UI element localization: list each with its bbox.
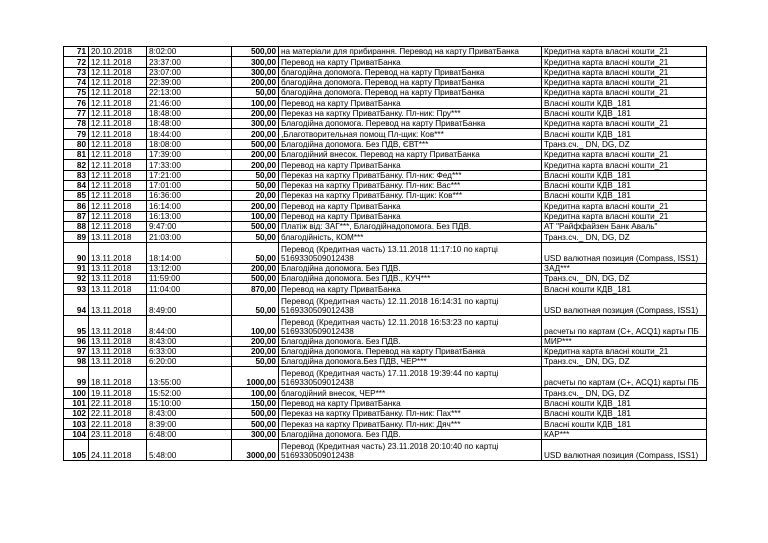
account-cell: Транз.сч._ DN, DG, DZ [542,273,707,283]
description-cell: Перевод (Кредитная часть) 23.11.2018 20:10:40 по картці 5169330509012438 [279,439,542,460]
row-number-cell: 91 [64,263,89,273]
account-cell: Власні кошти КДВ_181 [542,284,707,294]
time-cell: 13:55:00 [147,367,232,388]
table-row [64,98,707,108]
date-cell: 12.11.2018 [89,211,147,221]
account-cell: Транз.сч._ DN, DG, DZ [542,357,707,367]
table-row [64,170,707,180]
row-number-cell: 75 [64,88,89,98]
description-cell: благодійна допомога. Перевод на карту ПриватБанка [279,67,542,77]
amount-cell: 200,00 [232,108,279,118]
table-row [64,47,707,57]
date-cell: 19.11.2018 [89,388,147,398]
account-cell: USD валютная позиция (Compass, ISS1) [542,294,707,315]
date-cell: 12.11.2018 [89,88,147,98]
description-cell: благодійність, КОМ*** [279,232,542,242]
date-cell: 12.11.2018 [89,98,147,108]
table-row [64,346,707,356]
row-number-cell: 94 [64,294,89,315]
time-cell: 22:13:00 [147,88,232,98]
date-cell: 12.11.2018 [89,170,147,180]
row-number-cell: 87 [64,211,89,221]
row-number-cell: 97 [64,346,89,356]
description-cell: Благодійна допомога. Без ПДВ. [279,429,542,439]
account-cell: Власні кошти КДВ_181 [542,180,707,190]
amount-cell: 150,00 [232,398,279,408]
description-cell: Благодійна допомога.Без ПДВ, ЧЕР*** [279,357,542,367]
date-cell: 18.11.2018 [89,367,147,388]
description-cell: Благодійна допомога. Без ПДВ., КУЧ*** [279,273,542,283]
date-cell: 20.10.2018 [89,47,147,57]
time-cell: 21:03:00 [147,232,232,242]
description-cell: Перевод (Кредитная часть) 12.11.2018 16:53:23 по картці 5169330509012438 [279,315,542,336]
account-cell: Кредитна карта власні кошти_21 [542,57,707,67]
amount-cell: 20,00 [232,191,279,201]
row-number-cell: 80 [64,139,89,149]
table-row [64,222,707,232]
description-cell: ,Благотворительная помощ Пл-щик: Ков*** [279,129,542,139]
row-number-cell: 79 [64,129,89,139]
row-number-cell: 98 [64,357,89,367]
date-cell: 12.11.2018 [89,57,147,67]
date-cell: 12.11.2018 [89,108,147,118]
date-cell: 12.11.2018 [89,77,147,87]
table-row [64,419,707,429]
description-cell: Переказ на картку ПриватБанку. Пл-щик: Ков*** [279,191,542,201]
row-number-cell: 102 [64,409,89,419]
date-cell: 12.11.2018 [89,201,147,211]
time-cell: 8:43:00 [147,336,232,346]
account-cell: Кредитна карта власні кошти_21 [542,346,707,356]
time-cell: 22:39:00 [147,77,232,87]
date-cell: 13.11.2018 [89,315,147,336]
amount-cell: 300,00 [232,119,279,129]
table-row [64,129,707,139]
amount-cell: 500,00 [232,47,279,57]
time-cell: 23:37:00 [147,57,232,67]
table-row [64,294,707,315]
time-cell: 8:39:00 [147,419,232,429]
table-row [64,88,707,98]
description-cell: Перевод (Кредитная часть) 12.11.2018 16:14:31 по картці 5169330509012438 [279,294,542,315]
table-row [64,67,707,77]
amount-cell: 200,00 [232,129,279,139]
table-row [64,191,707,201]
amount-cell: 500,00 [232,409,279,419]
time-cell: 11:04:00 [147,284,232,294]
row-number-cell: 76 [64,98,89,108]
account-cell: Кредитна карта власні кошти_21 [542,77,707,87]
time-cell: 8:49:00 [147,294,232,315]
date-cell: 22.11.2018 [89,398,147,408]
account-cell: Кредитна карта власні кошти_21 [542,119,707,129]
row-number-cell: 84 [64,180,89,190]
description-cell: Переказ на картку ПриватБанку. Пл-ник: Дяч*** [279,419,542,429]
date-cell: 12.11.2018 [89,191,147,201]
date-cell: 12.11.2018 [89,139,147,149]
account-cell: Транз.сч._ DN, DG, DZ [542,139,707,149]
time-cell: 11:59:00 [147,273,232,283]
date-cell: 12.11.2018 [89,149,147,159]
row-number-cell: 83 [64,170,89,180]
description-cell: Платіж від: ЗАГ***, Благодійнадопомога. Без ПДВ. [279,222,542,232]
time-cell: 5:48:00 [147,439,232,460]
table-row [64,263,707,273]
time-cell: 18:48:00 [147,108,232,118]
description-cell: Благодійна допомога. Перевод на карту ПриватБанка [279,346,542,356]
time-cell: 16:13:00 [147,211,232,221]
date-cell: 13.11.2018 [89,232,147,242]
table-row [64,284,707,294]
account-cell: КАР*** [542,429,707,439]
account-cell: Власні кошти КДВ_181 [542,398,707,408]
table-row [64,160,707,170]
table-row [64,119,707,129]
description-cell: благодійний внесок, ЧЕР*** [279,388,542,398]
account-cell: АТ "Райффайзен Банк Аваль" [542,222,707,232]
row-number-cell: 82 [64,160,89,170]
description-cell: Перевод на карту ПриватБанка [279,57,542,67]
amount-cell: 200,00 [232,149,279,159]
account-cell: Власні кошти КДВ_181 [542,191,707,201]
amount-cell: 3000,00 [232,439,279,460]
amount-cell: 200,00 [232,263,279,273]
date-cell: 12.11.2018 [89,222,147,232]
description-cell: Перевод на карту ПриватБанка [279,160,542,170]
row-number-cell: 95 [64,315,89,336]
time-cell: 17:33:00 [147,160,232,170]
table-row [64,357,707,367]
account-cell: Транз.сч._ DN, DG, DZ [542,232,707,242]
amount-cell: 50,00 [232,88,279,98]
row-number-cell: 85 [64,191,89,201]
time-cell: 15:10:00 [147,398,232,408]
table-row [64,242,707,263]
description-cell: Перевод на карту ПриватБанка [279,201,542,211]
row-number-cell: 103 [64,419,89,429]
row-number-cell: 90 [64,242,89,263]
amount-cell: 200,00 [232,336,279,346]
account-cell: Кредитна карта власні кошти_21 [542,149,707,159]
account-cell: Кредитна карта власні кошти_21 [542,88,707,98]
account-cell: USD валютная позиция (Compass, ISS1) [542,439,707,460]
account-cell: МИР*** [542,336,707,346]
amount-cell: 50,00 [232,232,279,242]
date-cell: 13.11.2018 [89,357,147,367]
amount-cell: 100,00 [232,98,279,108]
amount-cell: 200,00 [232,77,279,87]
date-cell: 12.11.2018 [89,129,147,139]
amount-cell: 500,00 [232,273,279,283]
time-cell: 17:21:00 [147,170,232,180]
table-row [64,201,707,211]
account-cell: Кредитна карта власні кошти_21 [542,67,707,77]
time-cell: 17:01:00 [147,180,232,190]
amount-cell: 870,00 [232,284,279,294]
description-cell: Перевод на карту ПриватБанка [279,284,542,294]
description-cell: Перевод на карту ПриватБанка [279,211,542,221]
description-cell: Благодійна допомога. Без ПДВ. [279,336,542,346]
account-cell: Власні кошти КДВ_181 [542,419,707,429]
row-number-cell: 101 [64,398,89,408]
description-cell: Переказ на картку ПриватБанку. Пл-ник: Пах*** [279,409,542,419]
date-cell: 22.11.2018 [89,419,147,429]
time-cell: 18:44:00 [147,129,232,139]
table-row [64,315,707,336]
time-cell: 6:20:00 [147,357,232,367]
date-cell: 13.11.2018 [89,336,147,346]
row-number-cell: 86 [64,201,89,211]
amount-cell: 50,00 [232,180,279,190]
account-cell: Власні кошти КДВ_181 [542,409,707,419]
date-cell: 13.11.2018 [89,346,147,356]
description-cell: Переказ на картку ПриватБанку. Пл-ник: Фед*** [279,170,542,180]
description-cell: на матеріали для прибирання. Перевод на карту ПриватБанка [279,47,542,57]
transactions-body [64,47,707,461]
account-cell: Кредитна карта власні кошти_21 [542,211,707,221]
row-number-cell: 93 [64,284,89,294]
row-number-cell: 92 [64,273,89,283]
amount-cell: 100,00 [232,211,279,221]
table-row [64,77,707,87]
date-cell: 13.11.2018 [89,284,147,294]
description-cell: Переказ на картку ПриватБанку. Пл-ник: Вас*** [279,180,542,190]
table-row [64,57,707,67]
date-cell: 13.11.2018 [89,242,147,263]
amount-cell: 500,00 [232,222,279,232]
account-cell: ЗАД*** [542,263,707,273]
account-cell: Власні кошти КДВ_181 [542,129,707,139]
table-row [64,149,707,159]
date-cell: 13.11.2018 [89,273,147,283]
amount-cell: 300,00 [232,429,279,439]
amount-cell: 50,00 [232,294,279,315]
row-number-cell: 77 [64,108,89,118]
amount-cell: 50,00 [232,170,279,180]
description-cell: Благодійна допомога. Без ПДВ, ЄВТ*** [279,139,542,149]
time-cell: 23:07:00 [147,67,232,77]
row-number-cell: 72 [64,57,89,67]
time-cell: 8:43:00 [147,409,232,419]
date-cell: 23.11.2018 [89,429,147,439]
description-cell: Перевод (Кредитная часть) 13.11.2018 11:17:10 по картці 5169330509012438 [279,242,542,263]
amount-cell: 200,00 [232,346,279,356]
table-row [64,336,707,346]
row-number-cell: 96 [64,336,89,346]
description-cell: Перевод (Кредитная часть) 17.11.2018 19:39:44 по картці 5169330509012438 [279,367,542,388]
table-row [64,211,707,221]
time-cell: 6:33:00 [147,346,232,356]
amount-cell: 100,00 [232,388,279,398]
date-cell: 12.11.2018 [89,67,147,77]
table-row [64,388,707,398]
table-row [64,180,707,190]
description-cell: Перевод на карту ПриватБанка [279,98,542,108]
time-cell: 18:14:00 [147,242,232,263]
table-row [64,409,707,419]
account-cell: Власні кошти КДВ_181 [542,170,707,180]
row-number-cell: 81 [64,149,89,159]
time-cell: 9:47:00 [147,222,232,232]
account-cell: расчеты по картам (С+, ACQ1) карты ПБ [542,315,707,336]
account-cell: Кредитна карта власні кошти_21 [542,47,707,57]
date-cell: 24.11.2018 [89,439,147,460]
amount-cell: 50,00 [232,357,279,367]
account-cell: расчеты по картам (С+, ACQ1) карты ПБ [542,367,707,388]
description-cell: Переказ на картку ПриватБанку. Пл-ник: Пру*** [279,108,542,118]
time-cell: 6:48:00 [147,429,232,439]
table-row [64,439,707,460]
table-row [64,398,707,408]
date-cell: 13.11.2018 [89,263,147,273]
transactions-table [63,46,707,461]
row-number-cell: 89 [64,232,89,242]
time-cell: 18:48:00 [147,119,232,129]
amount-cell: 300,00 [232,67,279,77]
time-cell: 21:46:00 [147,98,232,108]
account-cell: Кредитна карта власні кошти_21 [542,160,707,170]
description-cell: Перевод на карту ПриватБанка [279,398,542,408]
account-cell: Транз.сч._ DN, DG, DZ [542,388,707,398]
account-cell: Власні кошти КДВ_181 [542,98,707,108]
row-number-cell: 105 [64,439,89,460]
amount-cell: 100,00 [232,315,279,336]
description-cell: Благодійний внесок. Перевод на карту ПриватБанка [279,149,542,159]
date-cell: 12.11.2018 [89,119,147,129]
table-row [64,139,707,149]
description-cell: благодійна допомога. Перевод на карту ПриватБанка [279,88,542,98]
amount-cell: 200,00 [232,201,279,211]
row-number-cell: 74 [64,77,89,87]
date-cell: 13.11.2018 [89,294,147,315]
amount-cell: 500,00 [232,419,279,429]
row-number-cell: 78 [64,119,89,129]
description-cell: Благодійна допомога. Без ПДВ. [279,263,542,273]
row-number-cell: 71 [64,47,89,57]
account-cell: USD валютная позиция (Compass, ISS1) [542,242,707,263]
row-number-cell: 99 [64,367,89,388]
time-cell: 15:52:00 [147,388,232,398]
time-cell: 16:36:00 [147,191,232,201]
amount-cell: 300,00 [232,57,279,67]
amount-cell: 50,00 [232,242,279,263]
table-row [64,108,707,118]
time-cell: 8:02:00 [147,47,232,57]
row-number-cell: 88 [64,222,89,232]
description-cell: Благодійна допомога. Перевод на карту ПриватБанка [279,119,542,129]
time-cell: 18:08:00 [147,139,232,149]
table-row [64,232,707,242]
date-cell: 22.11.2018 [89,409,147,419]
row-number-cell: 104 [64,429,89,439]
account-cell: Кредитна карта власні кошти_21 [542,201,707,211]
account-cell: Власні кошти КДВ_181 [542,108,707,118]
table-row [64,273,707,283]
time-cell: 13:12:00 [147,263,232,273]
amount-cell: 500,00 [232,139,279,149]
amount-cell: 200,00 [232,160,279,170]
row-number-cell: 73 [64,67,89,77]
row-number-cell: 100 [64,388,89,398]
description-cell: благодійна допомога. Перевод на карту ПриватБанка [279,77,542,87]
date-cell: 12.11.2018 [89,160,147,170]
time-cell: 17:39:00 [147,149,232,159]
time-cell: 16:14:00 [147,201,232,211]
date-cell: 12.11.2018 [89,180,147,190]
table-row [64,429,707,439]
time-cell: 8:44:00 [147,315,232,336]
table-row [64,367,707,388]
amount-cell: 1000,00 [232,367,279,388]
